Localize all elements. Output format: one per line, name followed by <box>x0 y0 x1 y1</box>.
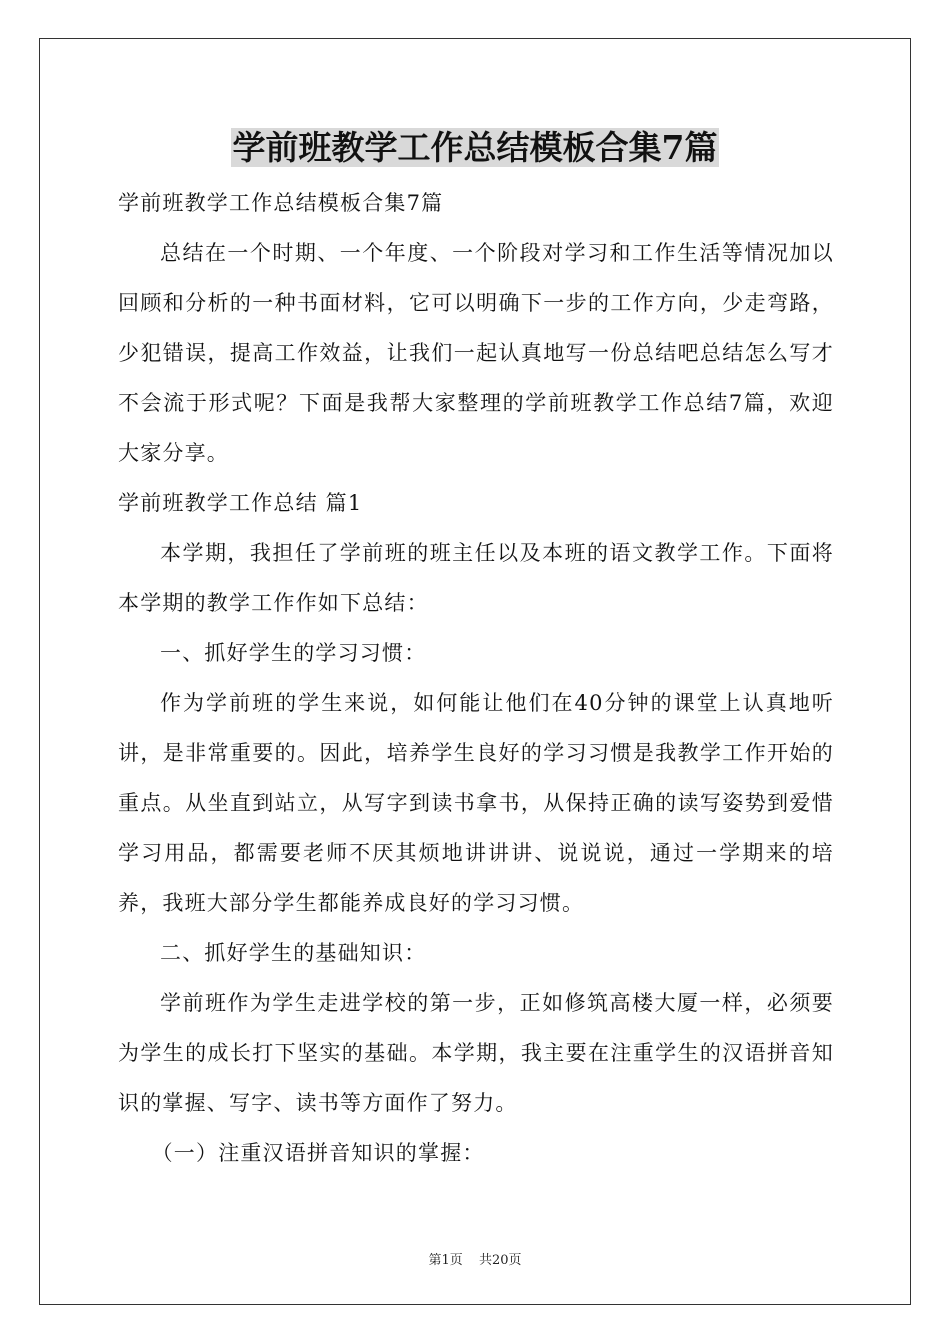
page-footer <box>0 1249 950 1268</box>
intro-paragraph: 总结在一个时期、一个年度、一个阶段对学习和工作生活等情况加以回顾和分析的一种书面材料，它可以明确下一步的工作方向，少走弯路，少犯错误，提高工作效益，让我们一起认真地写一份总结吧总结怎么写才不会流于形式呢？下面是我帮大家整理的学前班教学工作总结7篇，欢迎大家分享。 <box>118 241 834 465</box>
body-paragraph: 作为学前班的学生来说，如何能让他们在40分钟的课堂上认真地听讲，是非常重要的。因此，培养学生良好的学习习惯是我教学工作开始的重点。从坐直到站立，从写字到读书拿书，从保持正确的读写姿势到爱惜学习用品，都需要老师不厌其烦地讲讲讲、说说说，通过一学期来的培养，我班大部分学生都能养成良好的学习习惯。 <box>118 691 834 915</box>
document-title <box>0 126 950 170</box>
subheading: 一、抓好学生的学习习惯： <box>160 641 427 665</box>
page-total: 共20页 <box>478 1253 522 1268</box>
document-body <box>118 178 834 1178</box>
page-number: 第1页 <box>428 1253 463 1268</box>
body-paragraph: 本学期，我担任了学前班的班主任以及本班的语文教学工作。下面将本学期的教学工作作如下总结： <box>118 541 834 615</box>
body-paragraph: 学前班作为学生走进学校的第一步，正如修筑高楼大厦一样，必须要为学生的成长打下坚实的基础。本学期，我主要在注重学生的汉语拼音知识的掌握、写字、读书等方面作了努力。 <box>118 991 834 1115</box>
section-heading: 学前班教学工作总结 篇1 <box>118 491 363 515</box>
subtitle-line: 学前班教学工作总结模板合集7篇 <box>118 191 444 215</box>
document-title-text: 学前班教学工作总结模板合集7篇 <box>232 128 718 167</box>
subheading: 二、抓好学生的基础知识： <box>160 941 427 965</box>
subheading: （一）注重汉语拼音知识的掌握： <box>151 1141 485 1165</box>
